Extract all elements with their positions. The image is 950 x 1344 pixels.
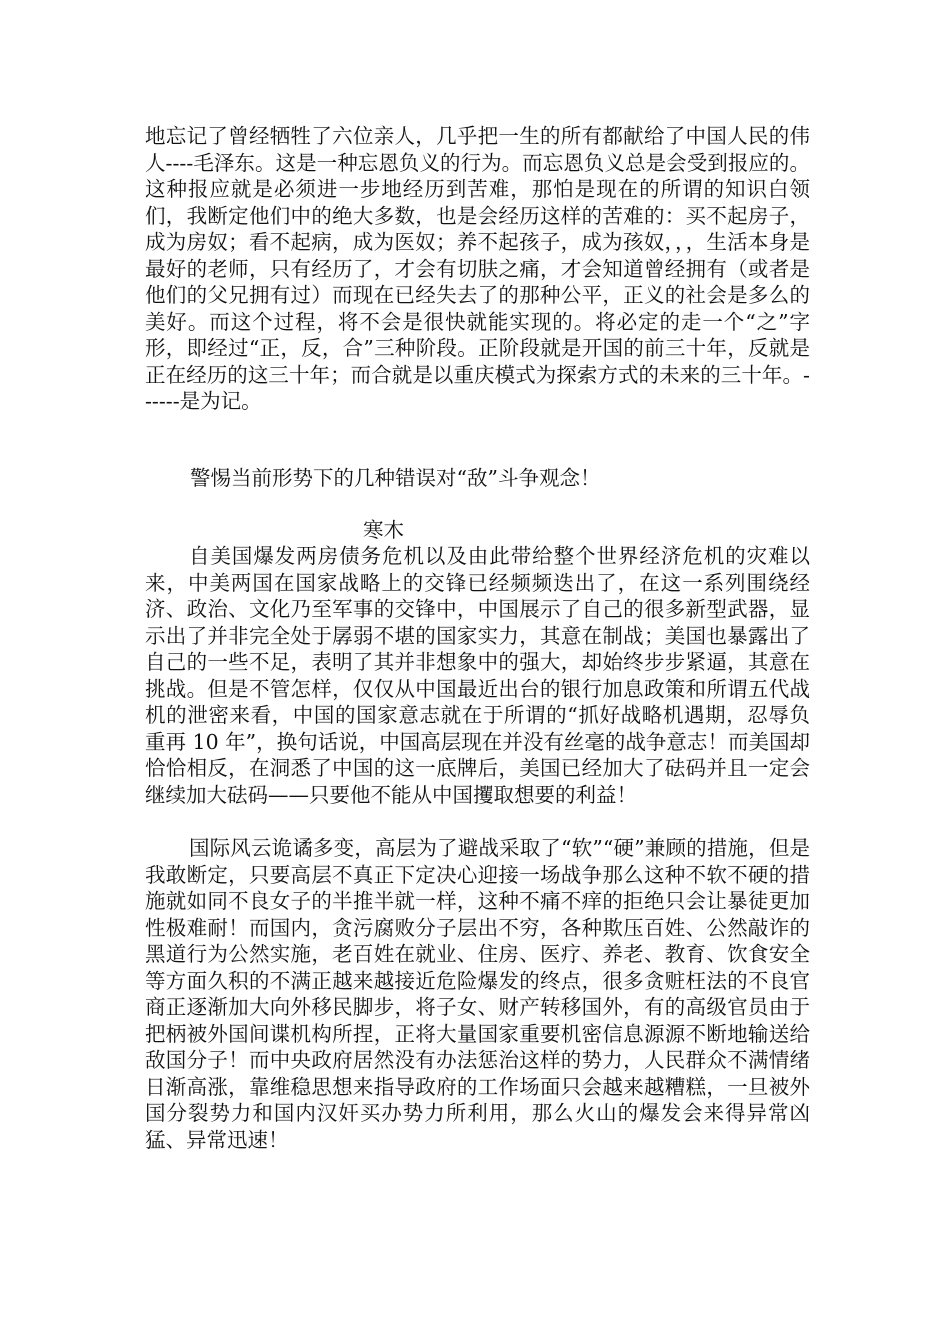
article-title: 警惕当前形势下的几种错误对“敌”斗争观念！ xyxy=(190,466,601,490)
body-paragraph: 国际风云诡谲多变，高层为了避战采取了“软”“硬”兼顾的措施，但是我敢断定，只要高层不真正下定决心迎接一场战争那么这种不软不硬的措施就如同不良女子的半推半就一样，这种不痛不痒的拒绝只会让暴徒更加性极难耐！而国内，贪污腐败分子层出不穷，各种欺压百姓、公然敲诈的黑道行为公然实施，老百姓在就业、住房、医疗、养老、教育、饮食安全等方面久积的不满正越来越接近危险爆发的终点，很多贪赃枉法的不良官商正逐渐加大向外移民脚步，将子女、财产转移国外，有的高级官员由于把柄被外国间谍机构所捏，正将大量国家重要机密信息源源不断地输送给敌国分子！而中央政府居然没有办法惩治这样的势力，人民群众不满情绪日渐高涨，靠维稳思想来指导政府的工作场面只会越来越糟糕，一旦被外国分裂势力和国内汉奸买办势力所利用，那么火山的爆发会来得异常凶猛、异常迅速！ xyxy=(145,836,810,1152)
article-author: 寒木 xyxy=(363,518,404,542)
intro-paragraph: 地忘记了曾经牺牲了六位亲人，几乎把一生的所有都献给了中国人民的伟人----毛泽东。这是一种忘恩负义的行为。而忘恩负义总是会受到报应的。这种报应就是必须进一步地经历到苦难，那怕是现在的所谓的知识白领们，我断定他们中的绝大多数，也是会经历这样的苦难的：买不起房子，成为房奴；看不起病，成为医奴；养不起孩子，成为孩奴，，，生活本身是最好的老师，只有经历了，才会有切肤之痛，才会知道曾经拥有（或者是他们的父兄拥有过）而现在已经失去了的那种公平，正义的社会是多么的美好。而这个过程，将不会是很快就能实现的。将必定的走一个“之”字形，即经过“正，反，合”三种阶段。正阶段就是开国的前三十年，反就是正在经历的这三十年；而合就是以重庆模式为探索方式的未来的三十年。------是为记。 xyxy=(145,124,810,413)
body-paragraph: 自美国爆发两房债务危机以及由此带给整个世界经济危机的灾难以来，中美两国在国家战略上的交锋已经频频迭出了，在这一系列围绕经济、政治、文化乃至军事的交锋中，中国展示了自己的很多新型武器，显示出了并非完全处于孱弱不堪的国家实力，其意在制战；美国也暴露出了自己的一些不足，表明了其并非想象中的强大，却始终步步紧逼，其意在挑战。但是不管怎样，仅仅从中国最近出台的银行加息政策和所谓五代战机的泄密来看，中国的国家意志就在于所谓的“抓好战略机遇期，忍辱负重再 10 年”，换句话说，中国高层现在并没有丝毫的战争意志！而美国却恰恰相反，在洞悉了中国的这一底牌后，美国已经加大了砝码并且一定会继续加大砝码——只要他不能从中国攫取想要的利益！ xyxy=(145,544,810,807)
